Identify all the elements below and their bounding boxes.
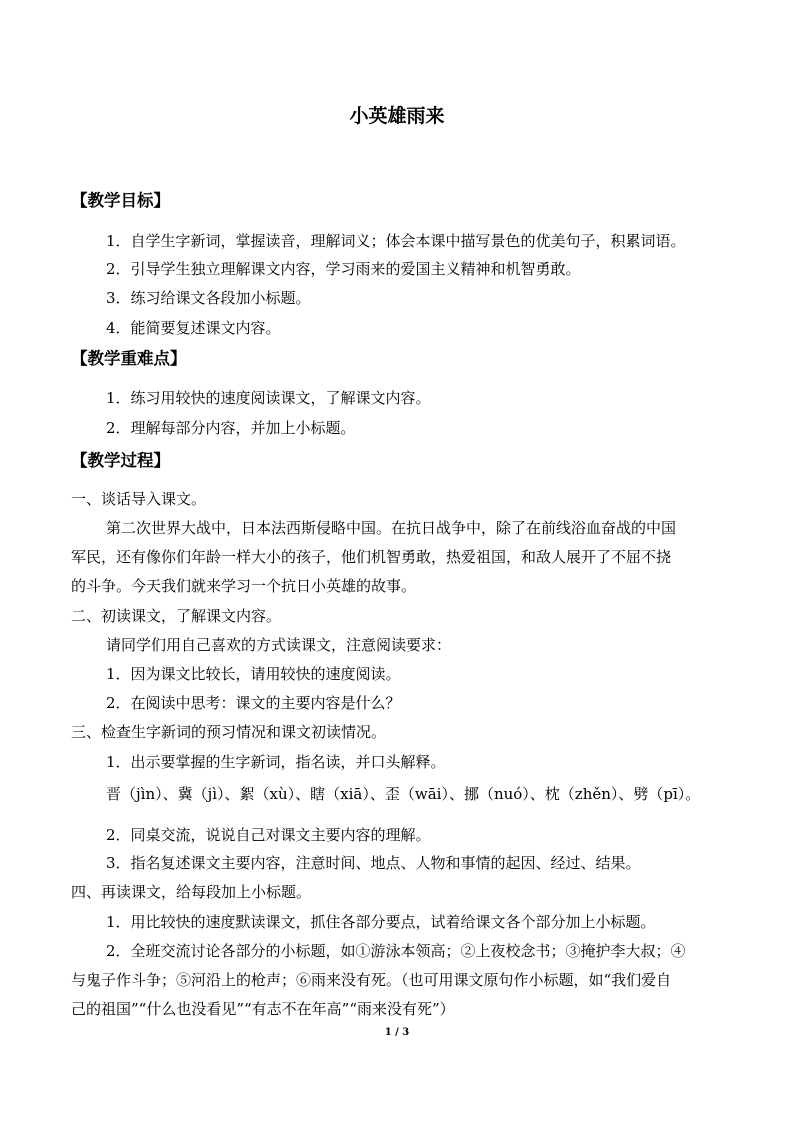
step4-item-line: 与鬼子作斗争；⑤河沿上的枪声；⑥雨来没有死。（也可用课文原句作小标题，如“我们爱自: [71, 971, 672, 989]
step1-paragraph-line: 第二次世界大战中，日本法西斯侵略中国。在抗日战争中，除了在前线浴血奋战的中国: [106, 519, 677, 537]
process-heading: 【教学过程】: [71, 451, 170, 470]
step1-paragraph-line: 军民，还有像你们年龄一样大小的孩子，他们机智勇敢，热爱祖国，和敌人展开了不屈不挠: [71, 548, 672, 566]
page-number: 1 / 3: [384, 1027, 410, 1038]
step1-paragraph-line: 的斗争。今天我们就来学习一个抗日小英雄的故事。: [71, 577, 417, 595]
difficulty-item: 2．理解每部分内容，并加上小标题。: [106, 419, 356, 437]
step4-item-line: 2．全班交流讨论各部分的小标题，如①游泳本领高；②上夜校念书；③掩护李大叔；④: [106, 942, 686, 960]
document-title: 小英雄雨来: [349, 105, 445, 127]
step2-heading: 二、初读课文，了解课文内容。: [71, 607, 282, 625]
goal-item: 2．引导学生独立理解课文内容，学习雨来的爱国主义精神和机智勇敢。: [106, 260, 581, 278]
step2-item: 2．在阅读中思考：课文的主要内容是什么？: [106, 694, 401, 712]
step2-item: 1．因为课文比较长，请用较快的速度阅读。: [106, 665, 401, 683]
step4-item: 1．用比较快的速度默读课文，抓住各部分要点，试着给课文各个部分加上小标题。: [106, 913, 656, 931]
step1-heading: 一、谈话导入课文。: [71, 490, 207, 508]
step4-heading: 四、再读课文，给每段加上小标题。: [71, 883, 312, 901]
difficulty-item: 1．练习用较快的速度阅读课文，了解课文内容。: [106, 389, 431, 407]
goal-item: 4．能简要复述课文内容。: [106, 319, 281, 337]
step3-item: 2．同桌交流，说说自己对课文主要内容的理解。: [106, 826, 431, 844]
step2-intro: 请同学们用自己喜欢的方式读课文，注意阅读要求：: [106, 636, 452, 654]
step3-heading: 三、检查生字新词的预习情况和课文初读情况。: [71, 723, 387, 741]
step3-item: 3．指名复述课文主要内容，注意时间、地点、人物和事情的起因、经过、结果。: [106, 854, 641, 872]
goal-item: 1．自学生字新词，掌握读音，理解词义；体会本课中描写景色的优美句子，积累词语。: [106, 232, 686, 250]
step4-item-line: 己的祖国”“什么也没看见”“有志不在年高”“雨来没有死”）: [71, 1000, 455, 1018]
goals-heading: 【教学目标】: [71, 191, 170, 210]
step3-item: 1．出示要掌握的生字新词，指名读，并口头解释。: [106, 753, 446, 771]
goal-item: 3．练习给课文各段加小标题。: [106, 289, 311, 307]
new-characters-list: 晋（jìn）、冀（jì）、絮（xù）、瞎（xiā）、歪（wāi）、挪（nuó）、枕（zhěn）、劈（pī）。: [106, 785, 701, 803]
difficulties-heading: 【教学重难点】: [71, 349, 187, 368]
